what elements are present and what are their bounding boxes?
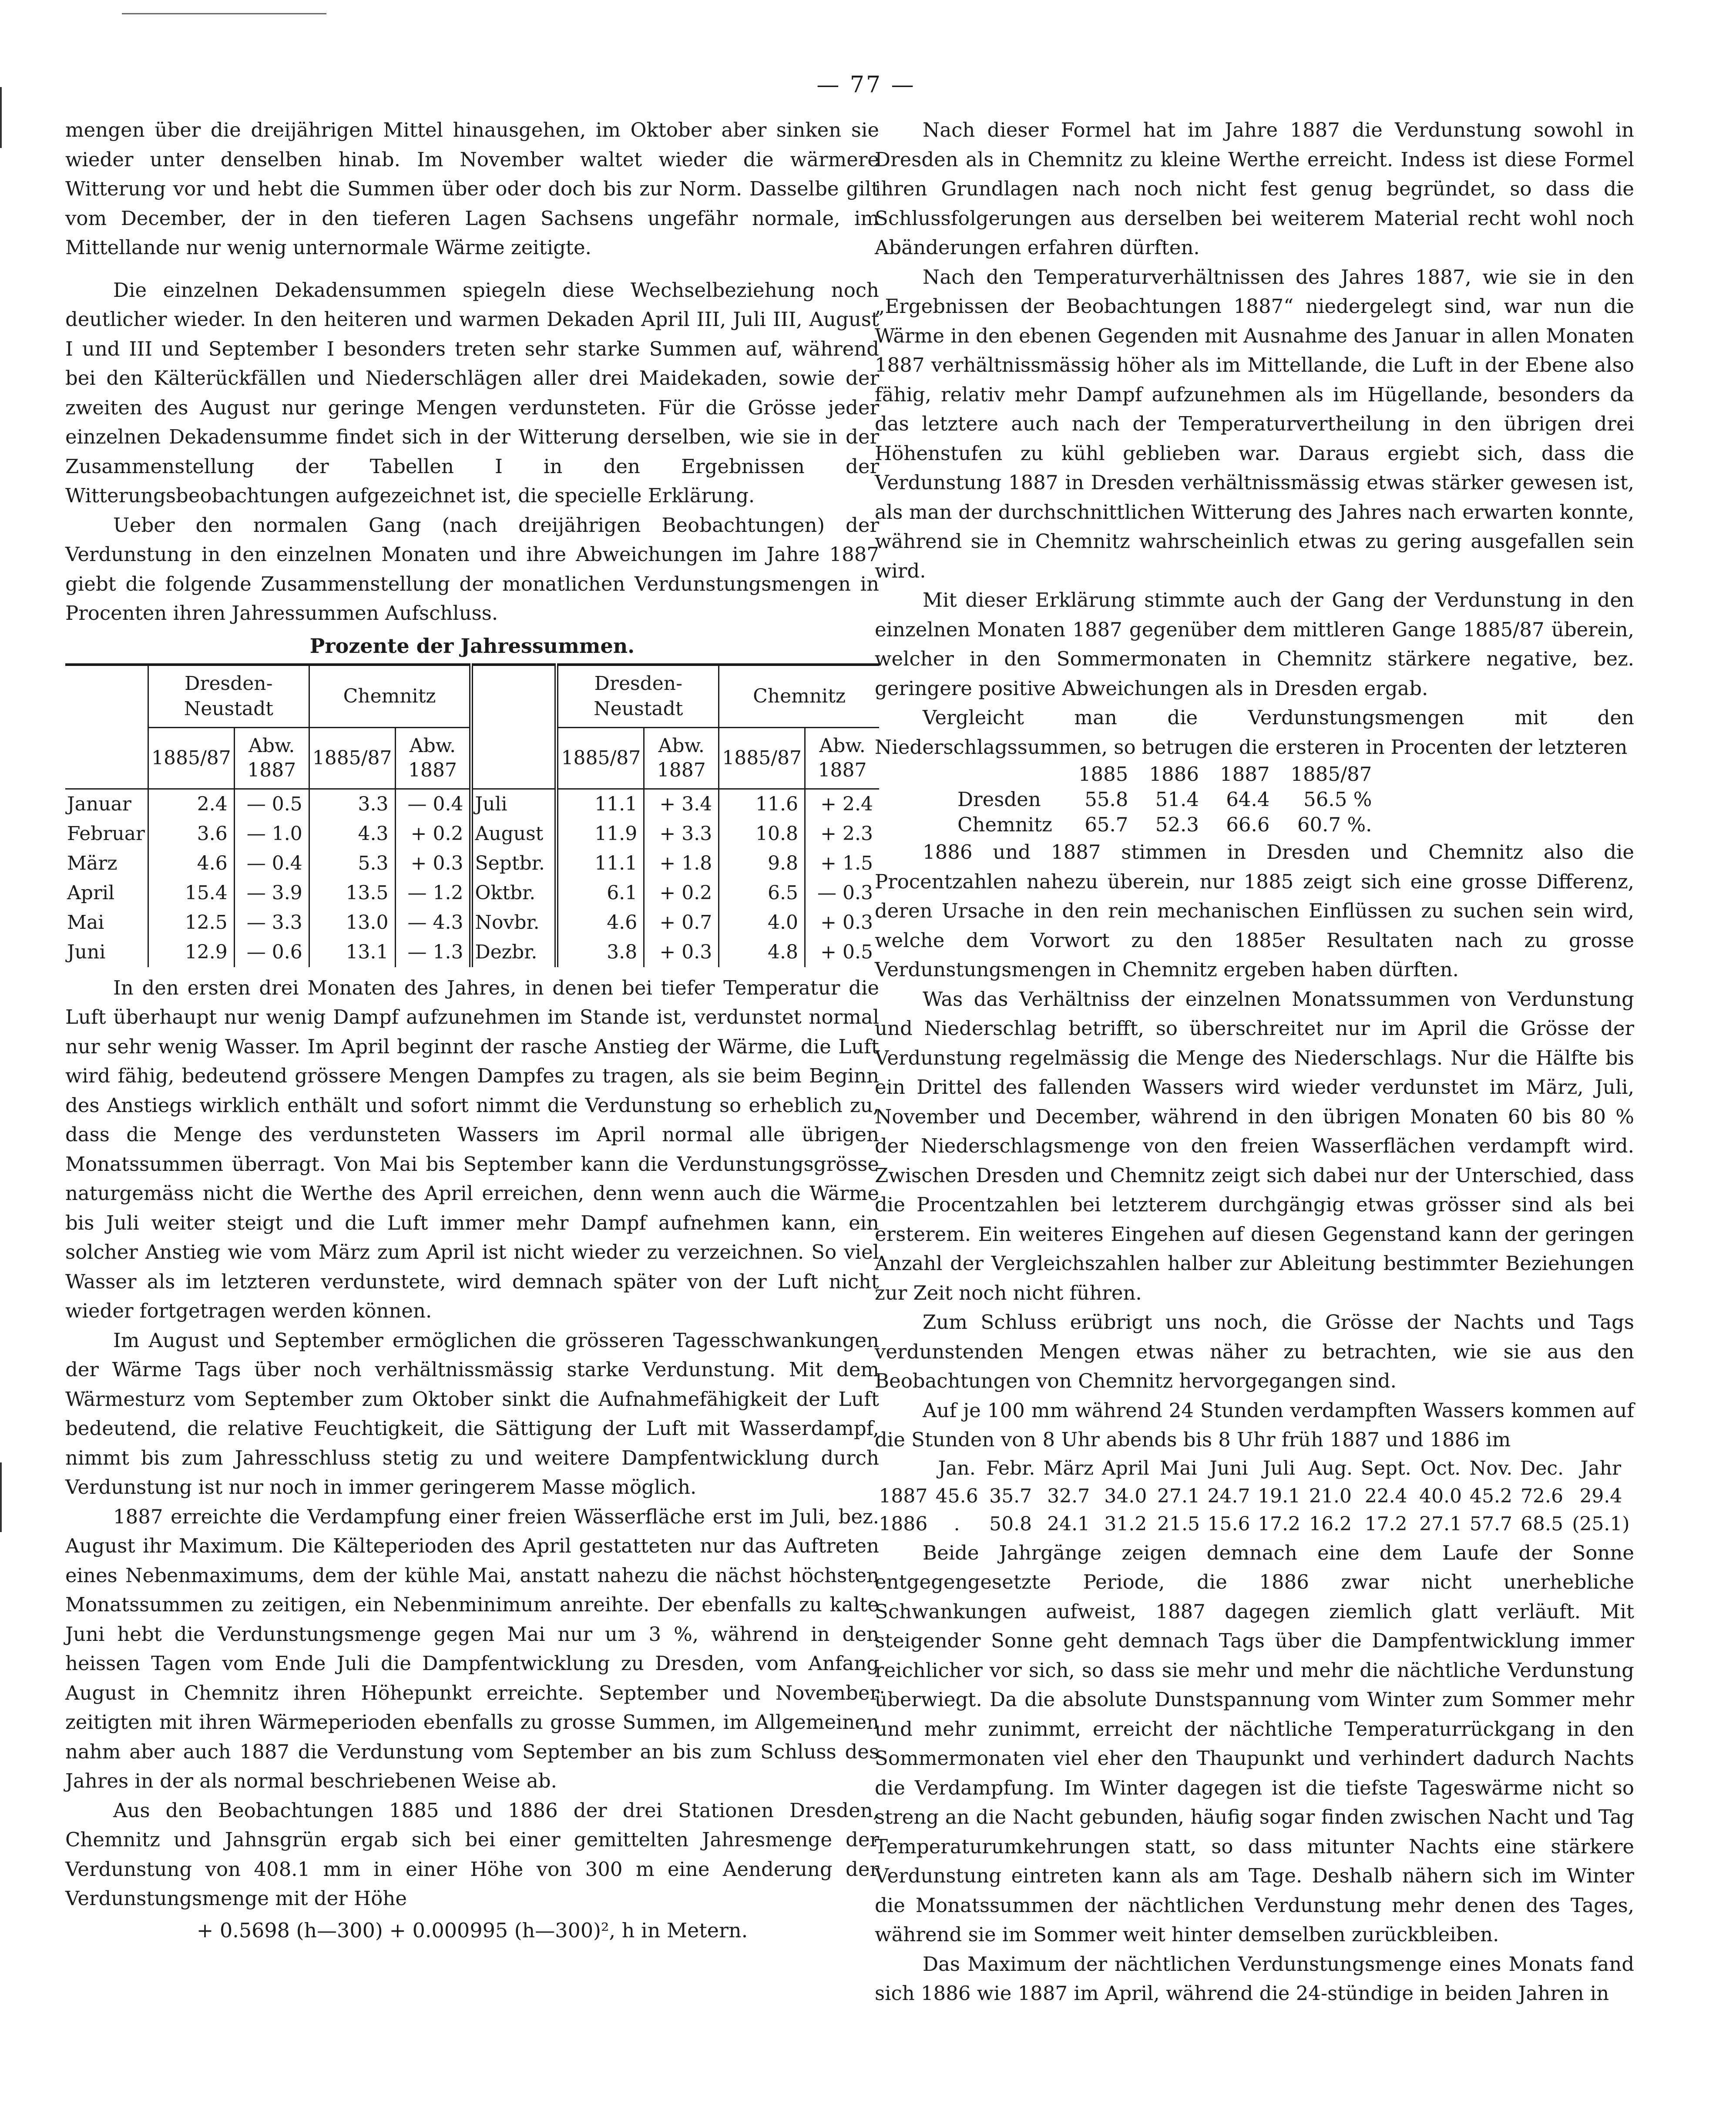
value-cell: (25.1) xyxy=(1572,1512,1630,1535)
value-cell: 13.5 xyxy=(309,878,395,908)
value-cell: 72.6 xyxy=(1521,1485,1563,1507)
ratio-year: 1885 xyxy=(1078,763,1128,786)
table-row xyxy=(65,878,879,908)
value-cell: 57.7 xyxy=(1470,1512,1512,1535)
month-cell: Novbr. xyxy=(471,908,557,938)
deviation-cell: + 0.2 xyxy=(644,878,719,908)
paragraph: Das Maximum der nächtlichen Verdunstungsmenge eines Monats fand sich 1886 wie 1887 im April, während die 24-stündige in beiden Jahren in xyxy=(875,1952,1634,2005)
value-cell: . xyxy=(954,1512,960,1535)
value-cell: 4.6 xyxy=(557,908,644,938)
ratio-value: 65.7 xyxy=(1085,813,1128,836)
column-header: Juli xyxy=(1263,1457,1296,1479)
value-cell: 45.6 xyxy=(935,1485,978,1507)
paragraph: In den ersten drei Monaten des Jahres, in denen bei tiefer Temperatur die Luft überhaupt nur wenig Dampf aufzunehmen im Stande ist, verdunstet normal nur sehr wenig Wasser. Im April beginnt der rasche Anstieg der Wärme, die Luft wird fähig, bedeutend grössere Mengen Dampfes zu tragen, als sie beim Beginn des Anstiegs wirklich enthält und sofort nimmt die Verdunstung so erheblich zu, dass die Menge des verdunsteten Wassers im April normal alle übrigen Monatssummen überragt. Von Mai bis September kann die Verdunstungsgrösse naturgemäss nicht die Werthe des April erreichen, denn wenn auch die Wärme bis Juli weiter steigt und die Luft immer mehr Dampf aufnehmen kann, ein solcher Anstieg wie vom März zum April ist nicht wieder zu verzeichnen. So viel Wasser als im letzteren verdunstete, wird demnach später von der Luft nicht wieder fortgetragen werden können. xyxy=(65,976,879,1322)
paragraph: Mit dieser Erklärung stimmte auch der Gang der Verdunstung in den einzelnen Monaten 1887 gegenüber dem mittleren Gange 1885/87 überein, welcher in den Sommermonaten in Chemnitz stärkere negative, bez. geringere positive Abweichungen als in Dresden ergab. xyxy=(875,588,1634,700)
ratio-year: 1886 xyxy=(1149,763,1199,786)
month-cell: April xyxy=(67,881,115,904)
value-cell: 27.1 xyxy=(1419,1512,1462,1535)
right-column xyxy=(875,115,1634,2008)
ratio-value: 66.6 xyxy=(1226,813,1270,836)
table-row xyxy=(65,938,879,967)
value-cell: 10.8 xyxy=(719,819,805,849)
paragraph: Was das Verhältniss der einzelnen Monatssummen von Verdunstung und Niederschlag betrifft, so überschreitet nur im April die Grösse der Verdunstung regelmässig die Menge des Niederschlags. Nur die Hälfte bis ein Drittel des fallenden Wassers wird wieder verdunstet im März, Juli, November und December, während in den übrigen Monaten 60 bis 80 % der Niederschlagsmenge von den freien Wasserflächen verdampft wird. Zwischen Dresden und Chemnitz zeigt sich dabei nur der Unterschied, dass die Procentzahlen bei letzterem durchgängig etwas grösser sind als bei ersterem. Ein weiteres Eingehen auf diesen Gegenstand kann der geringen Anzahl der Vergleichszahlen halber zur Ableitung bestimmter Beziehungen zur Zeit noch nicht führen. xyxy=(875,987,1634,1304)
value-cell: 15.6 xyxy=(1207,1512,1250,1535)
column-header: Aug. xyxy=(1308,1457,1353,1479)
left-column xyxy=(65,115,879,1946)
deviation-cell: + 3.3 xyxy=(644,819,719,849)
paragraph: Vergleicht man die Verdunstungsmengen mit den Niederschlagssummen, so betrugen die ersteren in Procenten der letzteren xyxy=(875,706,1634,759)
column-header: Abw. 1887 xyxy=(234,727,309,789)
value-cell: 11.6 xyxy=(719,789,805,819)
month-cell: Mai xyxy=(67,911,104,934)
value-cell: 24.1 xyxy=(1047,1512,1090,1535)
station-header: Dresden-Neustadt xyxy=(557,665,719,728)
month-cell: Oktbr. xyxy=(471,878,557,908)
page-number: — 77 — xyxy=(816,72,916,98)
value-cell: 31.2 xyxy=(1104,1512,1147,1535)
value-cell: 32.7 xyxy=(1047,1485,1090,1507)
scan-edge-mark xyxy=(0,87,2,148)
percent-table-body xyxy=(65,789,879,967)
value-cell: 12.5 xyxy=(148,908,234,938)
value-cell: 21.5 xyxy=(1157,1512,1200,1535)
ratio-value: 64.4 xyxy=(1226,788,1270,811)
value-cell: 68.5 xyxy=(1521,1512,1563,1535)
station-header: Chemnitz xyxy=(309,665,471,728)
column-header: 1885/87 xyxy=(148,727,234,789)
paragraph: Nach den Temperaturverhältnissen des Jahres 1887, wie sie in den „Ergebnissen der Beobachtungen 1887“ niedergelegt sind, war nun die Wärme in den ebenen Gegenden mit Ausnahme des Januar in allen Monaten 1887 verhältnissmässig höher als im Mittellande, die Luft in der Ebene also fähig, relativ mehr Dampf aufzunehmen als im Hügellande, besonders da das letztere auch nach der Temperaturvertheilung in den übrigen drei Höhenstufen zu kühl geblieben war. Daraus ergiebt sich, dass die Verdunstung 1887 in Dresden verhältnissmässig etwas stärker gewesen ist, als man der durchschnittlichen Witterung des Jahres nach erwarten konnte, während sie in Chemnitz wahrscheinlich etwas zu gering ausgefallen sein wird. xyxy=(875,265,1634,582)
column-header: Jahr xyxy=(1580,1457,1622,1479)
deviation-cell: + 0.7 xyxy=(644,908,719,938)
value-cell: 34.0 xyxy=(1104,1485,1147,1507)
value-cell: 4.3 xyxy=(309,819,395,849)
value-cell: 4.0 xyxy=(719,908,805,938)
table-row xyxy=(65,849,879,878)
column-header xyxy=(875,1455,932,1482)
value-cell: 17.2 xyxy=(1258,1512,1301,1535)
ratio-year: 1885/87 xyxy=(1290,763,1372,786)
column-header: Oct. xyxy=(1420,1457,1461,1479)
column-header: Mai xyxy=(1160,1457,1197,1479)
deviation-cell: + 0.3 xyxy=(805,908,879,938)
value-cell: 21.0 xyxy=(1309,1485,1352,1507)
month-cell: Februar xyxy=(67,822,145,845)
table-row xyxy=(65,819,879,849)
night-evaporation-table xyxy=(875,1455,1634,1538)
value-cell: 3.6 xyxy=(148,819,234,849)
table-header-row xyxy=(875,1455,1634,1482)
deviation-cell: — 4.3 xyxy=(395,908,471,938)
paragraph: Beide Jahrgänge zeigen demnach eine dem Laufe der Sonne entgegengesetzte Periode, die 1886 zwar nicht unerhebliche Schwankungen aufweist, 1887 dagegen ziemlich glatt verläuft. Mit steigender Sonne geht demnach Tags über die Dampfentwicklung immer reichlicher vor sich, so dass sie mehr und mehr die nächtliche Verdunstung überwiegt. Da die absolute Dunstspannung vom Winter zum Sommer mehr und mehr zunimmt, erreicht der nächtliche Temperaturrückgang in den Sommermonaten viel eher den Thaupunkt und verhindert dadurch Nachts die Verdampfung. Im Winter dagegen ist die tiefste Tageswärme nicht so streng an die Nacht gebunden, häufig sogar finden zwischen Nacht und Tag Temperaturumkehrungen statt, so dass mitunter Nachts eine stärkere Verdunstung eintreten kann als am Tage. Deshalb nähern sich im Winter die Monatssummen der nächtlichen Verdunstung mehr denen des Tages, während sie im Sommer weit hinter demselben zurückbleiben. xyxy=(875,1541,1634,1946)
value-cell: 12.9 xyxy=(148,938,234,967)
paragraph: Nach dieser Formel hat im Jahre 1887 die Verdunstung sowohl in Dresden als in Chemnitz zu kleine Werthe erreicht. Indess ist diese Formel ihren Grundlagen nach noch nicht fest genug begründet, so dass die Schlussfolgerungen aus derselben bei weiterem Material recht wohl noch Abänderungen erfahren dürften. xyxy=(875,118,1634,259)
month-cell: Juni xyxy=(67,941,106,963)
deviation-cell: + 0.3 xyxy=(644,938,719,967)
table-row xyxy=(875,1510,1634,1538)
ratio-station: Chemnitz xyxy=(957,813,1052,836)
column-header: Nov. xyxy=(1469,1457,1513,1479)
value-cell: 11.1 xyxy=(557,789,644,819)
deviation-cell: — 1.3 xyxy=(395,938,471,967)
ratio-value: 51.4 xyxy=(1155,788,1199,811)
table-corner xyxy=(471,665,557,789)
deviation-cell: — 0.4 xyxy=(234,849,309,878)
column-header: April xyxy=(1101,1457,1149,1479)
value-cell: 5.3 xyxy=(309,849,395,878)
paragraph: Auf je 100 mm während 24 Stunden verdampften Wassers kommen auf die Stunden von 8 Uhr abends bis 8 Uhr früh 1887 und 1886 im xyxy=(875,1398,1634,1451)
paragraph: 1886 und 1887 stimmen in Dresden und Chemnitz also die Procentzahlen nahezu überein, nur 1885 zeigt sich eine grosse Differenz, deren Ursache in den rein mechanischen Einflüssen zu suchen sein wird, welche dem Vorwort zu den 1885er Resultaten nach zu grosse Verdunstungsmengen in Chemnitz ergeben haben dürften. xyxy=(875,840,1634,981)
top-rule xyxy=(122,13,326,14)
year-cell: 1887 xyxy=(879,1485,928,1507)
ratio-year: 1887 xyxy=(1219,763,1270,786)
column-header: 1885/87 xyxy=(557,727,644,789)
deviation-cell: — 0.6 xyxy=(234,938,309,967)
table-row xyxy=(875,1482,1634,1510)
deviation-cell: + 0.5 xyxy=(805,938,879,967)
column-header: Abw. 1887 xyxy=(805,727,879,789)
column-header: März xyxy=(1043,1457,1094,1479)
column-header: Dec. xyxy=(1520,1457,1564,1479)
month-cell: Dezbr. xyxy=(471,938,557,967)
deviation-cell: + 0.2 xyxy=(395,819,471,849)
month-cell: Septbr. xyxy=(471,849,557,878)
table-corner xyxy=(65,665,148,789)
value-cell: 16.2 xyxy=(1309,1512,1352,1535)
year-cell: 1886 xyxy=(879,1512,928,1535)
value-cell: 29.4 xyxy=(1579,1485,1622,1507)
column-header: Sept. xyxy=(1360,1457,1411,1479)
deviation-cell: — 3.9 xyxy=(234,878,309,908)
value-cell: 24.7 xyxy=(1207,1485,1250,1507)
formula: + 0.5698 (h—300) + 0.000995 (h—300)², h in Metern. xyxy=(196,1918,748,1942)
value-cell: 2.4 xyxy=(148,789,234,819)
ratio-value: 55.8 xyxy=(1085,788,1128,811)
paragraph: mengen über die dreijährigen Mittel hinausgehen, im Oktober aber sinken sie wieder unter denselben hinab. Im November waltet wieder die wärmere Witterung vor und hebt die Summen über oder doch bis zur Norm. Dasselbe gilt vom December, der in den tieferen Lagen Sachsens ungefähr normale, im Mittellande nur wenig unternormale Wärme zeitigte. xyxy=(65,118,879,259)
column-header: Abw. 1887 xyxy=(644,727,719,789)
value-cell: 4.6 xyxy=(148,849,234,878)
deviation-cell: + 2.4 xyxy=(805,789,879,819)
value-cell: 22.4 xyxy=(1364,1485,1407,1507)
deviation-cell: + 1.8 xyxy=(644,849,719,878)
value-cell: 27.1 xyxy=(1157,1485,1200,1507)
value-cell: 11.1 xyxy=(557,849,644,878)
deviation-cell: — 0.4 xyxy=(395,789,471,819)
table-row xyxy=(65,789,879,819)
deviation-cell: — 1.2 xyxy=(395,878,471,908)
paragraph: Im August und September ermöglichen die grösseren Tagesschwankungen der Wärme Tags über noch verhältnissmässig starke Verdunstung. Mit dem Wärmesturz vom September zum Oktober sinkt die Aufnahmefähigkeit der Luft bedeutend, die relative Feuchtigkeit, die Sättigung der Luft mit Wasserdampf, nimmt bis zum Jahresschluss stetig zu und weitere Dampfentwicklung durch Verdunstung ist nur noch in immer geringerem Masse möglich. xyxy=(65,1328,879,1499)
column-header: 1885/87 xyxy=(719,727,805,789)
month-cell: August xyxy=(471,819,557,849)
percent-table xyxy=(65,663,879,967)
deviation-cell: + 0.3 xyxy=(395,849,471,878)
value-cell: 35.7 xyxy=(989,1485,1032,1507)
deviation-cell: — 1.0 xyxy=(234,819,309,849)
table-row xyxy=(65,908,879,938)
deviation-cell: — 3.3 xyxy=(234,908,309,938)
month-cell: Juli xyxy=(471,789,557,819)
value-cell: 13.0 xyxy=(309,908,395,938)
paragraph: 1887 erreichte die Verdampfung einer freien Wässerfläche erst im Juli, bez. August ihr Maximum. Die Kälteperioden des April gestatteten nur das Auftreten eines Nebenmaximums, dem der kühle Mai, anstatt nahezu die nächst höchsten Monatssummen zu zeitigen, ein Nebenminimum anreihte. Der ebenfalls zu kalte Juni hebt die Verdunstungsmenge gegen Mai nur um 3 %, während in den heissen Tagen vom Ende Juli die Dampfentwicklung zu Dresden, vom Anfang August in Chemnitz ihren Höhepunkt erreichte. September und November zeitigten mit ihren Wärmeperioden ebenfalls zu grosse Summen, im Allgemeinen nahm aber auch 1887 die Verdunstung vom September an bis zum Schluss des Jahres in der als normal beschriebenen Weise ab. xyxy=(65,1505,879,1792)
value-cell: 9.8 xyxy=(719,849,805,878)
paragraph: Ueber den normalen Gang (nach dreijährigen Beobachtungen) der Verdunstung in den einzelnen Monaten und ihre Abweichungen im Jahre 1887 giebt die folgende Zusammenstellung der monatlichen Verdunstungsmengen in Procenten ihren Jahressummen Aufschluss. xyxy=(65,513,879,625)
value-cell: 6.1 xyxy=(557,878,644,908)
ratio-value: 56.5 % xyxy=(1303,788,1372,811)
ratio-station: Dresden xyxy=(957,788,1041,811)
value-cell: 3.8 xyxy=(557,938,644,967)
ratio-corner xyxy=(957,762,1078,787)
column-header: Febr. xyxy=(986,1457,1035,1479)
deviation-cell: — 0.5 xyxy=(234,789,309,819)
month-cell: März xyxy=(67,852,118,874)
deviation-cell: — 0.3 xyxy=(805,878,879,908)
column-header: Juni xyxy=(1209,1457,1248,1479)
value-cell: 40.0 xyxy=(1419,1485,1462,1507)
station-header: Chemnitz xyxy=(719,665,879,728)
deviation-cell: + 1.5 xyxy=(805,849,879,878)
paragraph: Aus den Beobachtungen 1885 und 1886 der drei Stationen Dresden, Chemnitz und Jahnsgrün ergab sich bei einer gemittelten Jahresmenge der Verdunstung von 408.1 mm in einer Höhe von 300 m eine Aenderung der Verdunstungsmenge mit der Höhe xyxy=(65,1798,879,1910)
value-cell: 13.1 xyxy=(309,938,395,967)
value-cell: 45.2 xyxy=(1470,1485,1512,1507)
table-title: Prozente der Jahressummen. xyxy=(309,634,635,658)
value-cell: 19.1 xyxy=(1258,1485,1301,1507)
value-cell: 3.3 xyxy=(309,789,395,819)
station-header: Dresden-Neustadt xyxy=(148,665,309,728)
paragraph: Zum Schluss erübrigt uns noch, die Grösse der Nachts und Tags verdunstenden Mengen etwas näher zu betrachten, wie sie aus den Beobachtungen von Chemnitz hervorgegangen sind. xyxy=(875,1311,1634,1392)
value-cell: 4.8 xyxy=(719,938,805,967)
value-cell: 50.8 xyxy=(989,1512,1032,1535)
scan-edge-mark xyxy=(0,1462,2,1532)
value-cell: 6.5 xyxy=(719,878,805,908)
ratio-value: 52.3 xyxy=(1155,813,1199,836)
column-header: 1885/87 xyxy=(309,727,395,789)
deviation-cell: + 2.3 xyxy=(805,819,879,849)
ratio-table xyxy=(957,762,1393,837)
paragraph: Die einzelnen Dekadensummen spiegeln diese Wechselbeziehung noch deutlicher wieder. In den heiteren und warmen Dekaden April III, Juli III, August I und III und September I besonders treten sehr starke Summen auf, während bei den Kälterückfällen und Niederschlägen aller drei Maidekaden, sowie der zweiten des August nur geringe Mengen verdunsteten. Für die Grösse jeder einzelnen Dekadensumme findet sich in der Witterung derselben, wie sie in der Zusammenstellung der Tabellen I in den Ergebnissen der Witterungsbeobachtungen aufgezeichnet ist, die specielle Erklärung. xyxy=(65,278,879,507)
month-cell: Januar xyxy=(67,793,131,815)
deviation-cell: + 3.4 xyxy=(644,789,719,819)
value-cell: 17.2 xyxy=(1364,1512,1407,1535)
value-cell: 11.9 xyxy=(557,819,644,849)
column-header: Jan. xyxy=(938,1457,976,1479)
column-header: Abw. 1887 xyxy=(395,727,471,789)
value-cell: 15.4 xyxy=(148,878,234,908)
ratio-value: 60.7 %. xyxy=(1297,813,1372,836)
